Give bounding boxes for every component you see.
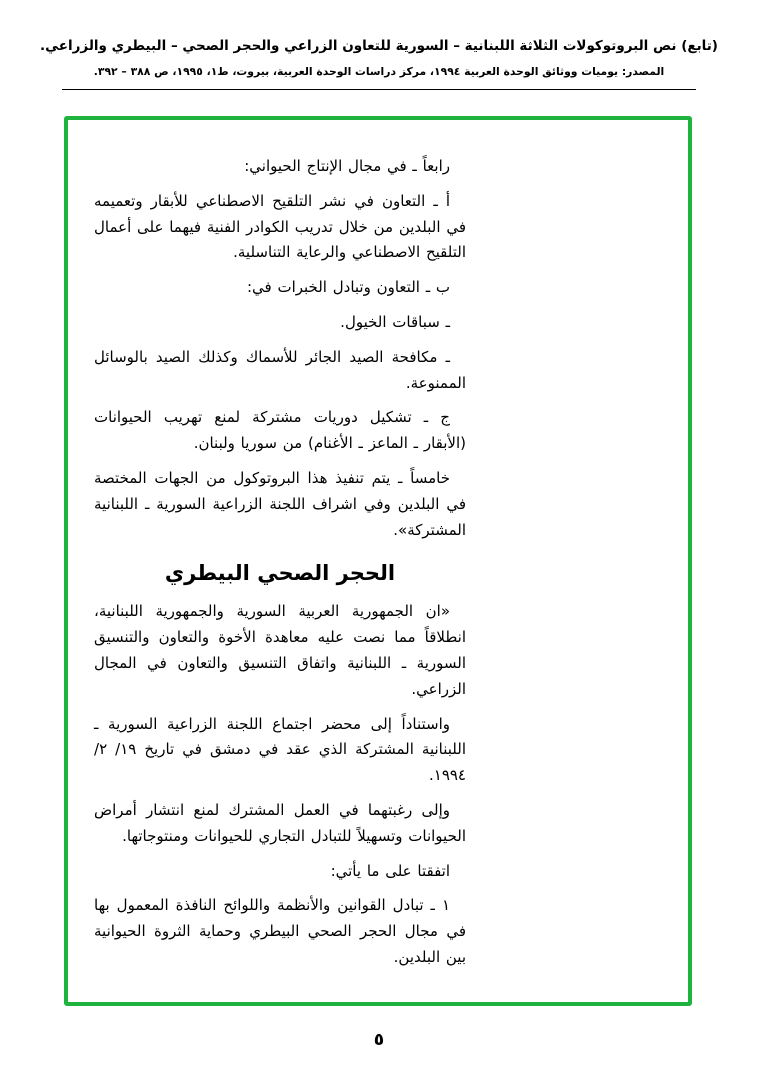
paragraph: ـ سباقات الخيول.	[340, 312, 450, 331]
paragraph: ج ـ تشكيل دوريات مشتركة لمنع تهريب الحيوانات (الأبقار ـ الماعز ـ الأغنام) من سوريا ولبنان.	[94, 408, 466, 453]
quarantine-clauses	[94, 599, 466, 970]
paragraph: ب ـ التعاون وتبادل الخبرات في:	[246, 278, 450, 297]
paragraph: أ ـ التعاون في نشر التلقيح الاصطناعي للأبقار وتعميمه في البلدين من خلال تدريب الكوادر الفنية فيهما على أعمال التلقيح الاصطناعي والرعاية التناسلية.	[94, 191, 466, 262]
content-frame	[64, 116, 692, 1006]
text-column	[94, 154, 466, 980]
paragraph: واستناداً إلى محضر اجتماع اللجنة الزراعية السورية ـ اللبنانية المشتركة الذي عقد في دمشق في تاريخ ١٩/ ٢/ ١٩٩٤.	[94, 714, 466, 785]
paragraph: اتفقتا على ما يأتي:	[330, 861, 450, 880]
paragraph: رابعاً ـ في مجال الإنتاج الحيواني:	[244, 157, 450, 175]
document-header	[0, 0, 758, 90]
paragraph: «ان الجمهورية العربية السورية والجمهورية اللبنانية، انطلاقاً مما نصت عليه معاهدة الأخوة والتعاون والتنسيق السورية ـ اللبنانية واتفاق التنسيق والتعاون في المجال الزراعي.	[94, 602, 466, 698]
page-number: ٥	[373, 1030, 385, 1050]
paragraph: خامساً ـ يتم تنفيذ هذا البروتوكول من الجهات المختصة في البلدين وفي اشراف اللجنة الزراعية السورية ـ اللبنانية المشتركة».	[94, 468, 466, 539]
paragraph: وإلى رغبتهما في العمل المشترك لمنع انتشار أمراض الحيوانات وتسهيلاً للتبادل التجاري للحيوانات ومنتوجاتها.	[94, 800, 466, 845]
section-heading: الحجر الصحي البيطري	[164, 561, 396, 586]
header-title: (تابع) نص البروتوكولات الثلاثة اللبنانية – السورية للتعاون الزراعي والحجر الصحي – البيطري والزراعي.	[40, 38, 718, 54]
header-source: المصدر: يوميات ووثائق الوحدة العربية ١٩٩٤، مركز دراسات الوحدة العربية، بيروت، ط١، ١٩٩٥، ص ٣٨٨ – ٣٩٢.	[93, 65, 665, 79]
paragraph: ١ ـ تبادل القوانين والأنظمة واللوائح النافذة المعمول بها في مجال الحجر الصحي البيطري وحماية الثروة الحيوانية بين البلدين.	[94, 896, 466, 966]
protocol-clauses	[94, 154, 466, 543]
header-divider	[62, 89, 696, 90]
paragraph: ـ مكافحة الصيد الجائر للأسماك وكذلك الصيد بالوسائل الممنوعة.	[94, 347, 466, 392]
